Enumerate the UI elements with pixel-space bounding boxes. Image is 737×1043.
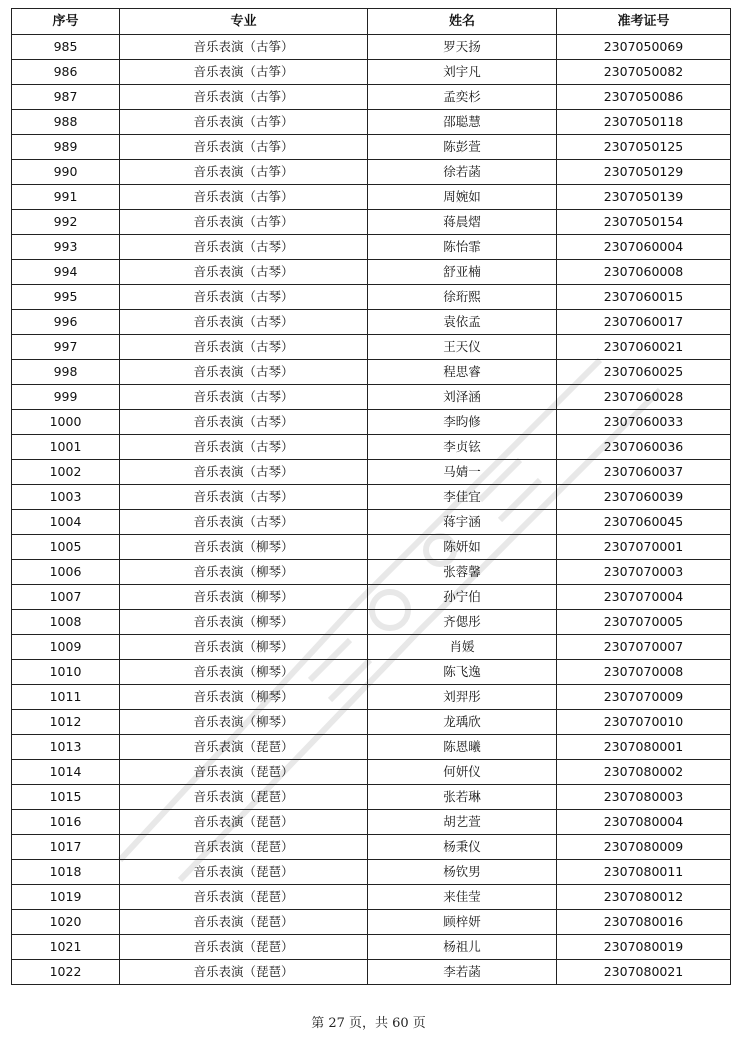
cell-seq: 995 (12, 285, 120, 310)
cell-examid: 2307050069 (557, 35, 731, 60)
cell-major: 音乐表演（琵琶） (120, 960, 368, 985)
header-exam-id: 准考证号 (557, 9, 731, 35)
cell-major: 音乐表演（古琴） (120, 285, 368, 310)
cell-seq: 985 (12, 35, 120, 60)
cell-seq: 999 (12, 385, 120, 410)
cell-major: 音乐表演（柳琴） (120, 685, 368, 710)
cell-seq: 1005 (12, 535, 120, 560)
cell-seq: 1003 (12, 485, 120, 510)
cell-name: 刘羿彤 (368, 685, 557, 710)
cell-major: 音乐表演（古琴） (120, 460, 368, 485)
cell-examid: 2307080012 (557, 885, 731, 910)
cell-major: 音乐表演（古筝） (120, 210, 368, 235)
cell-seq: 1008 (12, 610, 120, 635)
table-row (12, 385, 731, 410)
table-row (12, 535, 731, 560)
cell-seq: 1018 (12, 860, 120, 885)
cell-examid: 2307080016 (557, 910, 731, 935)
cell-seq: 1011 (12, 685, 120, 710)
cell-examid: 2307080002 (557, 760, 731, 785)
cell-examid: 2307050129 (557, 160, 731, 185)
cell-name: 胡艺萱 (368, 810, 557, 835)
cell-examid: 2307050086 (557, 85, 731, 110)
table-row (12, 160, 731, 185)
cell-name: 何妍仪 (368, 760, 557, 785)
cell-examid: 2307070010 (557, 710, 731, 735)
cell-seq: 992 (12, 210, 120, 235)
cell-major: 音乐表演（古琴） (120, 335, 368, 360)
cell-major: 音乐表演（柳琴） (120, 660, 368, 685)
table-row (12, 210, 731, 235)
cell-major: 音乐表演（柳琴） (120, 610, 368, 635)
cell-examid: 2307050082 (557, 60, 731, 85)
cell-seq: 1001 (12, 435, 120, 460)
table-row (12, 485, 731, 510)
cell-name: 李贞铉 (368, 435, 557, 460)
cell-examid: 2307050139 (557, 185, 731, 210)
table-row (12, 360, 731, 385)
table-row (12, 710, 731, 735)
cell-name: 杨钦男 (368, 860, 557, 885)
cell-name: 程思睿 (368, 360, 557, 385)
cell-name: 徐若菡 (368, 160, 557, 185)
cell-major: 音乐表演（琵琶） (120, 860, 368, 885)
table-row (12, 885, 731, 910)
table-row (12, 460, 731, 485)
cell-name: 邵聪慧 (368, 110, 557, 135)
cell-name: 蒋晨熠 (368, 210, 557, 235)
cell-major: 音乐表演（古筝） (120, 160, 368, 185)
table-row (12, 910, 731, 935)
cell-major: 音乐表演（古琴） (120, 410, 368, 435)
cell-name: 陈怡霏 (368, 235, 557, 260)
cell-name: 王天仪 (368, 335, 557, 360)
header-seq: 序号 (12, 9, 120, 35)
cell-seq: 1009 (12, 635, 120, 660)
cell-examid: 2307060028 (557, 385, 731, 410)
cell-examid: 2307080003 (557, 785, 731, 810)
cell-major: 音乐表演（柳琴） (120, 535, 368, 560)
cell-name: 刘宇凡 (368, 60, 557, 85)
table-row (12, 435, 731, 460)
cell-major: 音乐表演（柳琴） (120, 635, 368, 660)
cell-seq: 1006 (12, 560, 120, 585)
table-row (12, 860, 731, 885)
table-row (12, 110, 731, 135)
cell-examid: 2307060015 (557, 285, 731, 310)
cell-name: 马婧一 (368, 460, 557, 485)
cell-seq: 1021 (12, 935, 120, 960)
cell-name: 周婉如 (368, 185, 557, 210)
table-row (12, 810, 731, 835)
table-row (12, 335, 731, 360)
cell-major: 音乐表演（琵琶） (120, 735, 368, 760)
cell-seq: 1002 (12, 460, 120, 485)
cell-name: 罗天扬 (368, 35, 557, 60)
cell-examid: 2307070001 (557, 535, 731, 560)
header-major: 专业 (120, 9, 368, 35)
cell-examid: 2307070009 (557, 685, 731, 710)
cell-seq: 1013 (12, 735, 120, 760)
cell-seq: 1007 (12, 585, 120, 610)
cell-seq: 987 (12, 85, 120, 110)
cell-examid: 2307080001 (557, 735, 731, 760)
table-row (12, 935, 731, 960)
cell-name: 陈飞逸 (368, 660, 557, 685)
table-row (12, 635, 731, 660)
cell-major: 音乐表演（琵琶） (120, 935, 368, 960)
cell-major: 音乐表演（柳琴） (120, 560, 368, 585)
table-row (12, 310, 731, 335)
table-row (12, 35, 731, 60)
cell-seq: 989 (12, 135, 120, 160)
cell-major: 音乐表演（古琴） (120, 260, 368, 285)
cell-examid: 2307080021 (557, 960, 731, 985)
cell-name: 来佳莹 (368, 885, 557, 910)
cell-name: 孟奕杉 (368, 85, 557, 110)
cell-seq: 1019 (12, 885, 120, 910)
cell-major: 音乐表演（古筝） (120, 85, 368, 110)
cell-major: 音乐表演（柳琴） (120, 710, 368, 735)
cell-examid: 2307070008 (557, 660, 731, 685)
cell-seq: 1016 (12, 810, 120, 835)
cell-major: 音乐表演（古琴） (120, 485, 368, 510)
table-row (12, 510, 731, 535)
cell-seq: 1012 (12, 710, 120, 735)
table-row (12, 560, 731, 585)
cell-major: 音乐表演（古琴） (120, 435, 368, 460)
cell-examid: 2307050125 (557, 135, 731, 160)
cell-seq: 996 (12, 310, 120, 335)
table-row (12, 585, 731, 610)
cell-major: 音乐表演（古筝） (120, 110, 368, 135)
cell-seq: 1022 (12, 960, 120, 985)
cell-major: 音乐表演（古筝） (120, 135, 368, 160)
cell-name: 李佳宜 (368, 485, 557, 510)
table-row (12, 235, 731, 260)
cell-seq: 990 (12, 160, 120, 185)
cell-name: 齐偲彤 (368, 610, 557, 635)
cell-name: 杨祖儿 (368, 935, 557, 960)
cell-examid: 2307080004 (557, 810, 731, 835)
table-row (12, 135, 731, 160)
cell-major: 音乐表演（古琴） (120, 310, 368, 335)
table-row (12, 185, 731, 210)
table-row (12, 410, 731, 435)
cell-major: 音乐表演（古琴） (120, 235, 368, 260)
table-body (12, 35, 731, 985)
cell-examid: 2307060017 (557, 310, 731, 335)
cell-major: 音乐表演（古筝） (120, 35, 368, 60)
table-row (12, 85, 731, 110)
cell-examid: 2307060036 (557, 435, 731, 460)
cell-examid: 2307060004 (557, 235, 731, 260)
cell-seq: 988 (12, 110, 120, 135)
cell-major: 音乐表演（古琴） (120, 360, 368, 385)
cell-name: 李昀修 (368, 410, 557, 435)
table-row (12, 960, 731, 985)
cell-name: 陈妍如 (368, 535, 557, 560)
cell-name: 肖媛 (368, 635, 557, 660)
cell-examid: 2307080009 (557, 835, 731, 860)
table-row (12, 735, 731, 760)
table-row (12, 285, 731, 310)
cell-examid: 2307060021 (557, 335, 731, 360)
results-table-container (11, 8, 730, 985)
cell-seq: 1000 (12, 410, 120, 435)
cell-seq: 986 (12, 60, 120, 85)
cell-name: 陈恩曦 (368, 735, 557, 760)
cell-examid: 2307070007 (557, 635, 731, 660)
cell-seq: 1010 (12, 660, 120, 685)
cell-examid: 2307060008 (557, 260, 731, 285)
cell-seq: 1015 (12, 785, 120, 810)
cell-name: 刘泽涵 (368, 385, 557, 410)
cell-name: 徐珩熙 (368, 285, 557, 310)
table-row (12, 260, 731, 285)
cell-examid: 2307060025 (557, 360, 731, 385)
cell-name: 袁依孟 (368, 310, 557, 335)
table-row (12, 785, 731, 810)
cell-examid: 2307060045 (557, 510, 731, 535)
cell-seq: 1014 (12, 760, 120, 785)
cell-name: 蒋宇涵 (368, 510, 557, 535)
table-row (12, 760, 731, 785)
table-row (12, 685, 731, 710)
cell-examid: 2307050118 (557, 110, 731, 135)
cell-name: 孙宁伯 (368, 585, 557, 610)
cell-examid: 2307060033 (557, 410, 731, 435)
cell-examid: 2307060037 (557, 460, 731, 485)
cell-major: 音乐表演（古筝） (120, 60, 368, 85)
table-row (12, 610, 731, 635)
cell-seq: 1020 (12, 910, 120, 935)
cell-examid: 2307080011 (557, 860, 731, 885)
cell-name: 张蓉馨 (368, 560, 557, 585)
table-header-row (12, 9, 731, 35)
cell-examid: 2307070004 (557, 585, 731, 610)
cell-major: 音乐表演（柳琴） (120, 585, 368, 610)
header-name: 姓名 (368, 9, 557, 35)
cell-seq: 1017 (12, 835, 120, 860)
cell-name: 龙瑀欣 (368, 710, 557, 735)
results-table (11, 8, 731, 985)
cell-major: 音乐表演（琵琶） (120, 785, 368, 810)
cell-major: 音乐表演（古筝） (120, 185, 368, 210)
cell-examid: 2307070005 (557, 610, 731, 635)
cell-major: 音乐表演（琵琶） (120, 810, 368, 835)
cell-major: 音乐表演（琵琶） (120, 835, 368, 860)
cell-name: 杨秉仪 (368, 835, 557, 860)
cell-major: 音乐表演（琵琶） (120, 910, 368, 935)
table-row (12, 60, 731, 85)
cell-name: 李若菡 (368, 960, 557, 985)
cell-major: 音乐表演（琵琶） (120, 885, 368, 910)
cell-seq: 993 (12, 235, 120, 260)
cell-examid: 2307050154 (557, 210, 731, 235)
cell-seq: 1004 (12, 510, 120, 535)
cell-examid: 2307070003 (557, 560, 731, 585)
cell-name: 舒亚楠 (368, 260, 557, 285)
page-footer: 第 27 页，共 60 页 (311, 1016, 426, 1031)
cell-name: 顾梓妍 (368, 910, 557, 935)
table-row (12, 660, 731, 685)
cell-seq: 994 (12, 260, 120, 285)
cell-name: 张若琳 (368, 785, 557, 810)
cell-seq: 991 (12, 185, 120, 210)
cell-major: 音乐表演（古琴） (120, 385, 368, 410)
cell-name: 陈彭萱 (368, 135, 557, 160)
table-row (12, 835, 731, 860)
cell-seq: 998 (12, 360, 120, 385)
cell-examid: 2307080019 (557, 935, 731, 960)
cell-major: 音乐表演（古琴） (120, 510, 368, 535)
cell-examid: 2307060039 (557, 485, 731, 510)
cell-major: 音乐表演（琵琶） (120, 760, 368, 785)
cell-seq: 997 (12, 335, 120, 360)
